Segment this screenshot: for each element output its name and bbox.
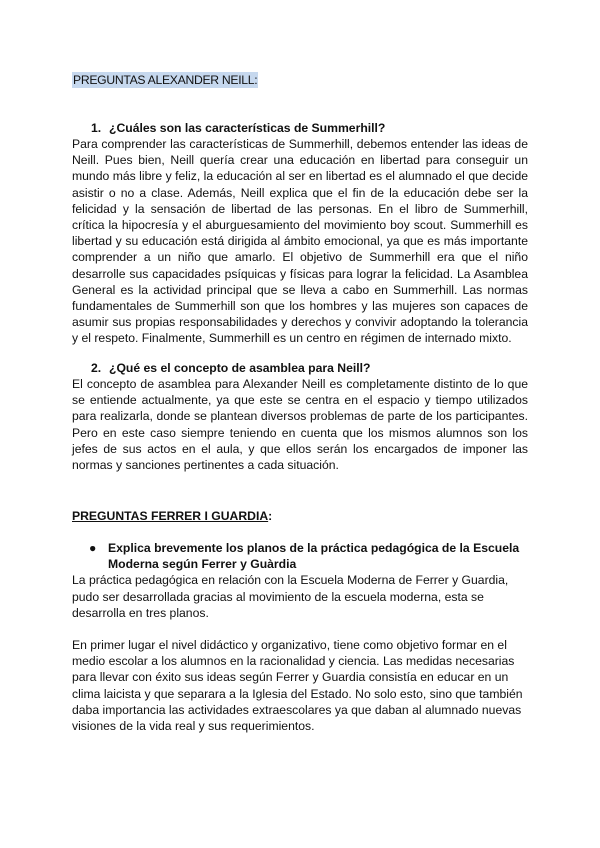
question-2-heading: [72, 360, 528, 376]
page-title: PREGUNTAS ALEXANDER NEILL:: [73, 73, 258, 87]
bullet-icon: ●: [89, 541, 97, 555]
ferrer-answer-paragraph-2: En primer lugar el nivel didáctico y organizativo, tiene como objetivo formar en el medio escolar a los alumnos en la racionalidad y ciencia. Las medidas necesarias para llevar con éxito sus ideas según Ferrer y Guardia consistía en educar en un clima laicista y que separara a la Iglesia del Estado. No solo esto, sino que también daba importancia las actividades extraescolares ya que daban al alumnado nuevas visiones de la vida real y sus requerimientos.: [72, 638, 523, 734]
question-1-answer: Para comprender las características de Summerhill, debemos entender las ideas de Neill. Pues bien, Neill quería crear una educación en libertad para conseguir un mundo más libre y feliz, la educación al ser en libertad es el alumnado el que decide asistir o no a clase. Además, Neill explica que el fin de la educación debe ser la felicidad y la sensación de libertad de las personas. En el libro de Summerhill, crítica la hipocresía y el aburguesamiento del movimiento boy scout. Summerhill es libertad y su educación está dirigida al ámbito emocional, ya que es más importante comprender a un niño que amarlo. El objetivo de Summerhill era que el niño desarrolle sus capacidades psíquicas y físicas para lograr la felicidad. La Asamblea General es la actividad principal que se lleva a cabo en Summerhill. Las normas fundamentales de Summerhill son que los hombres y las mujeres son capaces de asumir sus propias responsabilidades y derechos y convivir adoptando la tolerancia y el respeto. Finalmente, Summerhill es un centro en régimen de internado mixto.: [72, 137, 528, 346]
question-2-answer: El concepto de asamblea para Alexander Neill es completamente distinto de lo que se entiende actualmente, ya que este se centra en el espacio y tiempo utilizados para realizarla, donde se plantean diversos problemas de parte de los participantes. Pero en este caso siempre teniendo en cuenta que los mismos alumnos son los jefes de sus actos en el aula, y que ellos serán los encargados de imponer las normas y sanciones pertinentes a cada situación.: [72, 377, 528, 473]
question-2-text: ¿Qué es el concepto de asamblea para Neill?: [109, 361, 371, 375]
question-1-number: 1.: [91, 121, 102, 135]
ferrer-question-heading: [72, 540, 528, 572]
section-ferrer-title-text: PREGUNTAS FERRER I GUARDIA: [72, 509, 269, 523]
paragraph-spacer: [72, 621, 528, 637]
question-1-text: ¿Cuáles son las características de Summerhill?: [109, 121, 386, 135]
question-2-number: 2.: [91, 361, 102, 375]
section-ferrer-title: [72, 508, 528, 524]
question-1-heading: [72, 120, 528, 136]
ferrer-question: [72, 540, 528, 734]
question-2: [72, 360, 528, 473]
section-ferrer-title-colon: :: [268, 509, 273, 523]
ferrer-question-text: Explica brevemente los planos de la práctica pedagógica de la Escuela Moderna según Ferrer y Guàrdia: [108, 541, 520, 572]
section-ferrer: [72, 508, 528, 524]
ferrer-answer-paragraph-1: La práctica pedagógica en relación con la Escuela Moderna de Ferrer y Guardia, pudo ser desarrollada gracias al movimiento de la escuela moderna, esta se desarrolla en tres planos.: [72, 573, 509, 620]
question-1: [72, 120, 528, 347]
